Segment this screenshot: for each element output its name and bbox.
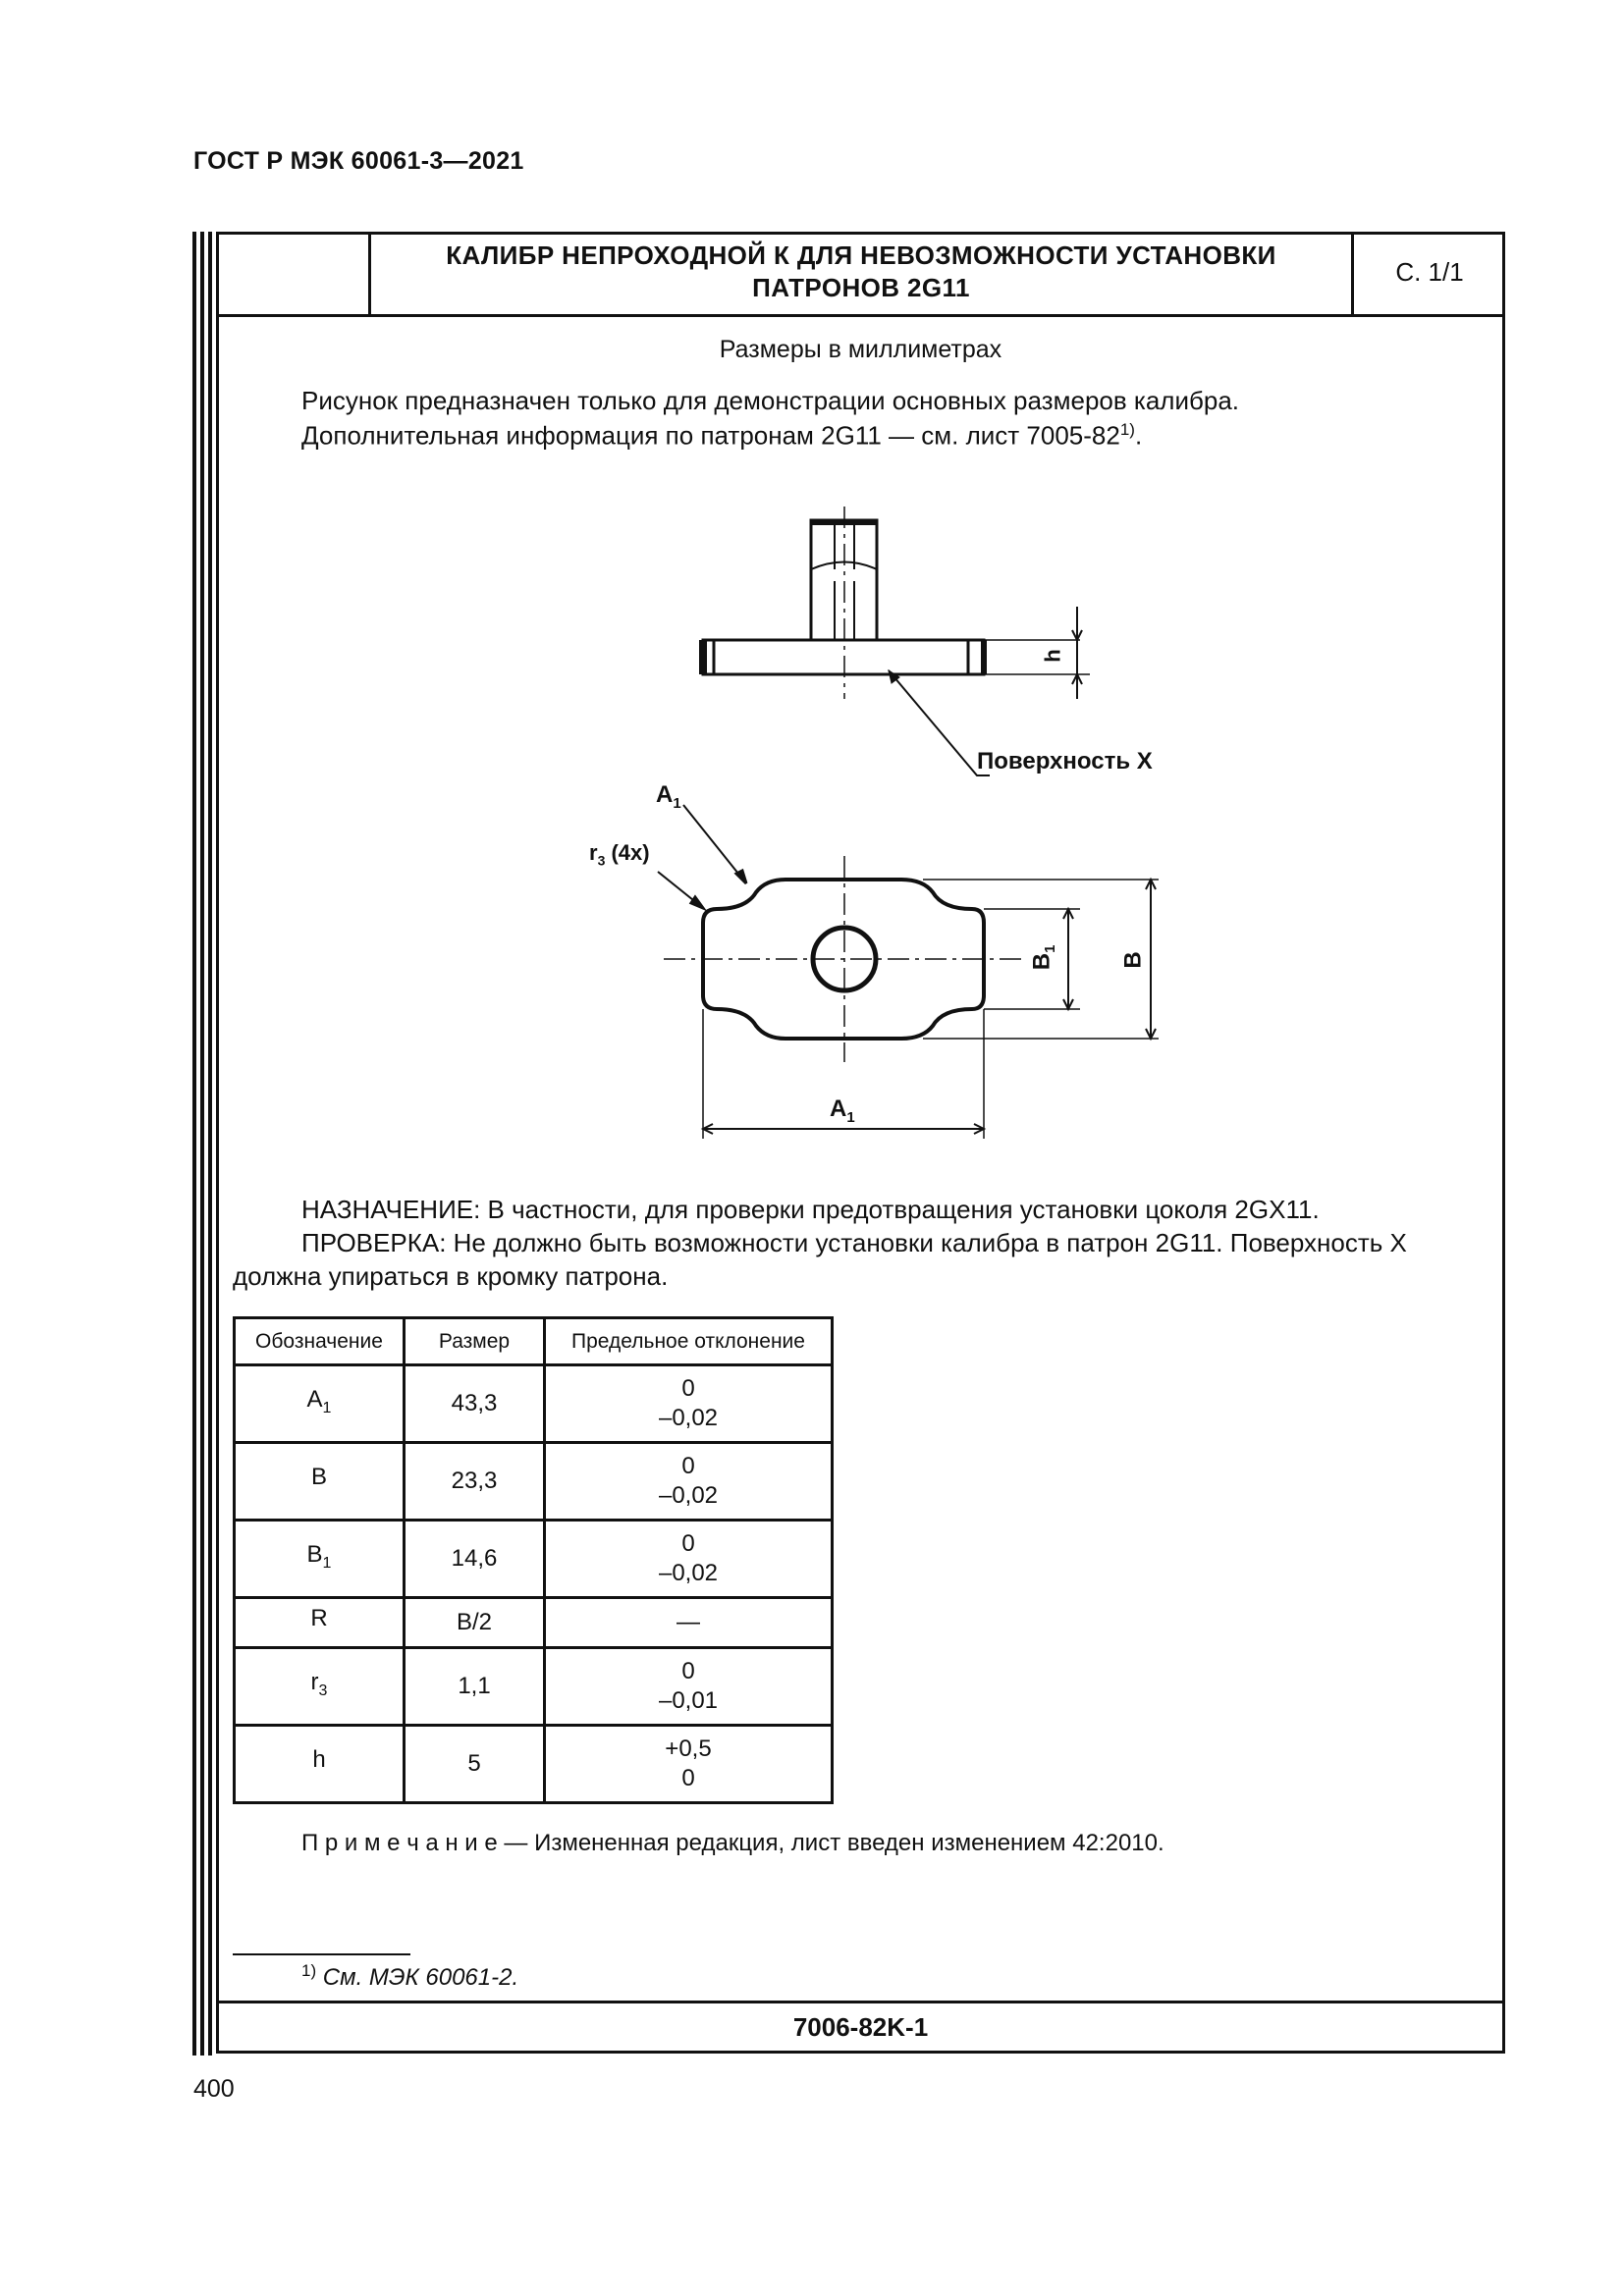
cell-tolerance: +0,5 0 — [545, 1726, 833, 1803]
intro-line-1: Рисунок предназначен только для демонстрации основных размеров калибра. — [301, 386, 1240, 415]
cell-size: 23,3 — [405, 1443, 545, 1521]
footnote: $^{1)}$ См. МЭК 60061-2. — [301, 1961, 519, 1991]
cell-tolerance: — — [545, 1598, 833, 1648]
code-divider — [216, 2001, 1505, 2003]
cell-symbol: B — [235, 1443, 405, 1521]
cell-size: 14,6 — [405, 1521, 545, 1598]
purpose-line: НАЗНАЧЕНИЕ: В частности, для проверки предотвращения установки цоколя 2GX11. — [301, 1195, 1320, 1224]
cell-tolerance: 0 –0,02 — [545, 1443, 833, 1521]
footnote-rule — [233, 1953, 410, 1955]
table-row — [235, 1365, 833, 1443]
page-number: 400 — [193, 2075, 235, 2103]
header-tolerance: Предельное отклонение — [545, 1318, 833, 1365]
sheet-code: 7006-82K-1 — [792, 2012, 929, 2042]
dimensions-table — [233, 1316, 834, 1804]
cell-size: 43,3 — [405, 1365, 545, 1443]
label-surface-x: Поверхность X — [977, 748, 1153, 774]
table-row — [235, 1726, 833, 1803]
cell-symbol: h — [235, 1726, 405, 1803]
units-note: Размеры в миллиметрах — [719, 336, 1002, 363]
header-designation: Обозначение — [235, 1318, 405, 1365]
label-a1-bottom: $A_1$ — [830, 1095, 855, 1126]
check-line: ПРОВЕРКА: Не должно быть возможности установки калибра в патрон 2G11. Поверхность X — [301, 1228, 1407, 1257]
check-line-cont: должна упираться в кромку патрона. — [233, 1261, 669, 1291]
title-line-2: ПАТРОНОВ 2G11 — [752, 273, 970, 302]
intro-line-2: Дополнительная информация по патронам 2G11 — см. лист 7005-82$^{1)}$. — [301, 420, 1143, 451]
label-r3: $r_3$ (4x) — [589, 840, 650, 869]
title-line-1: КАЛИБР НЕПРОХОДНОЙ К ДЛЯ НЕВОЗМОЖНОСТИ УСТАНОВКИ — [446, 240, 1276, 270]
cell-symbol: $B_1$ — [235, 1521, 405, 1598]
label-b: B — [1119, 951, 1147, 969]
cell-size: 5 — [405, 1726, 545, 1803]
cell-size: B/2 — [405, 1598, 545, 1648]
table-header-row — [235, 1318, 833, 1365]
standard-header: ГОСТ Р МЭК 60061-3—2021 — [193, 147, 524, 175]
label-b1: $B_1$ — [1028, 944, 1059, 971]
plate-side — [703, 640, 984, 674]
cell-symbol: $r_3$ — [235, 1648, 405, 1726]
table-row — [235, 1443, 833, 1521]
table-row — [235, 1521, 833, 1598]
table-row — [235, 1598, 833, 1648]
cell-symbol: $A_1$ — [235, 1365, 405, 1443]
sheet-number: С. 1/1 — [1395, 257, 1464, 287]
header-size: Размер — [405, 1318, 545, 1365]
cell-tolerance: 0 –0,02 — [545, 1521, 833, 1598]
label-a1-top: $A_1$ — [656, 781, 681, 812]
cell-size: 1,1 — [405, 1648, 545, 1726]
label-h: h — [1040, 649, 1065, 663]
note: П р и м е ч а н и е — Измененная редакция, лист введен изменением 42:2010. — [301, 1830, 1164, 1856]
footnote-ref: 1) — [1119, 420, 1135, 439]
cell-tolerance: 0 –0,02 — [545, 1365, 833, 1443]
table-row — [235, 1648, 833, 1726]
cell-symbol: R — [235, 1598, 405, 1648]
cell-tolerance: 0 –0,01 — [545, 1648, 833, 1726]
